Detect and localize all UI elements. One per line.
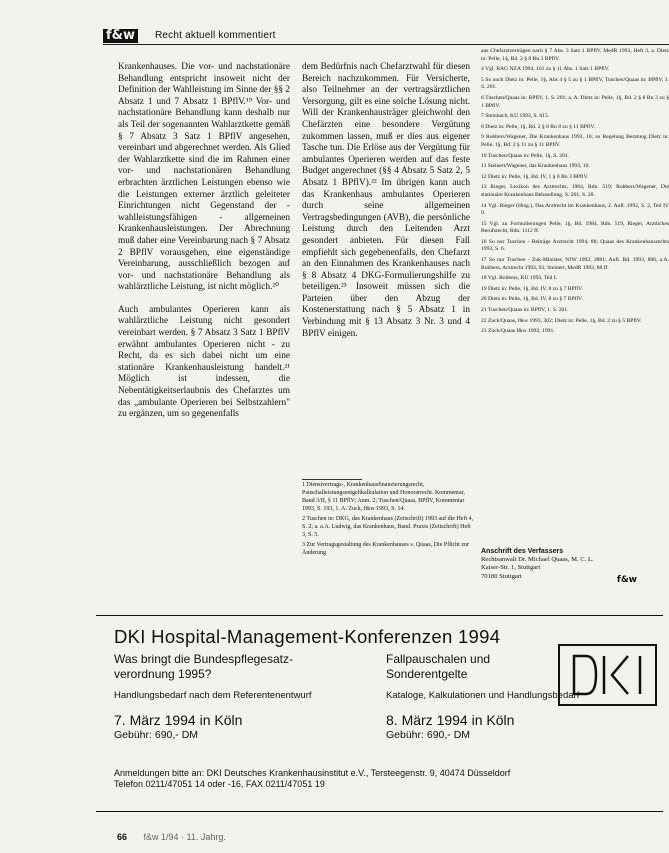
reference: 15 Vgl. zu Formulierungen Pelle, 1§, Bd. 1984, Rdn. 519, Rieger, Arztliches Berufsrecht, Rdn. 1112 ff. [481,220,669,235]
author-line: Rechtsanwalt Dr. Michael Quaas, M. C. L. [481,556,594,564]
dki-logo [558,644,657,706]
footnote: 2 Tuschen in: DKG, das Krankenhaus (Zeitschrift) 1993 auf die Heft 4, S. 2; a. a.A. Ludwig, das Krankenhaus, Band. Praxis (Zeitschrift) Heft 3, S. 5. [302,516,474,538]
paragraph: Krankenhauses. Die vor- und nachstationäre Behandlung entspricht insoweit nicht der Definition der Wahlleistung im Sinne der §§ 2 Absatz 1 und 7 Absatz 1 BPflV.¹⁹ Vor- und nachstationäre Behandlung kann deshalb nur als Teil der sogenannten Wahlarztkette gemäß § 7 Absatz 3 Satz 1 BPflV angesehen, vereinbart und abgerechnet werden. Als Glied der Wahlarztkette sind die im Rahmen einer vor- und nachstationären Behandlung erbrachten ärztlichen Leistungen ebenso wie die Leistungen externer ärztlich geleiteter Einrichtungen nicht Gegenstand der - wahlleistungsfähigen - allgemeinen Krankenhausleistungen. Der Abrechnung muß daher eine Vereinbarung nach § 7 Absatz 2 BPflV vorausgehen, eine eigenständige Vereinbarung, ausschließlich bezogen auf vor- und nachstationäre Behandlung als wahlärztliche Leistung, ist nicht möglich.²⁰ [118,62,290,293]
author-line: 70180 Stuttgart [481,572,522,580]
event-subtitle: Handlungsbedarf nach dem Referentenentwurf [114,690,312,701]
ad-contact [114,768,634,790]
issue-note: f&w 1/94 · 11. Jahrg. [143,832,226,842]
reference: 9 Robbers/Wagener, Die Krankenhaus 1993, 10; so Regelung Beratung Dietz in: Pelle, 1§, Bd. 2 § 11 zu § 11 BPflV. [481,134,669,148]
event-fee: Gebühr: 690,- DM [114,729,199,741]
reference: 8 Dietz in: Pelle, 1§, Bd. 2 § 8 Rn 8 zu § 11 BPflV. [481,123,596,130]
reference: 13 Rieger, Lexikon des Arztrechts, 1984, Rdn. 519; Robbers/Wagener, Die stationäre Krankenhaus Behandlung, S. 201, S. 20. [481,184,669,198]
footnotes [302,481,474,557]
event-fee: Gebühr: 690,- DM [386,729,471,741]
author-line: Kaiser-Str. 1, Stuttgart [481,564,541,572]
reference: 5 So auch Dietz in: Pelle, 1§, Abs 4 § 5 zu § 1 BPflV, Tuschen/Quaas in: BPflV, 1. S. 201. [481,76,669,91]
reference: 12 Dietz in: Pelle, 1§, Bd. IV, 1 § 8 Rn 3 BPflV. [481,173,589,180]
reference: 17 So nur Tuschen - Zuk-Minister, NJW 1992, 2881; Aufl. Bd. 1993, 886, a.A. Robbers, Arztrecht 1993, 93; Steinert, MedR 1993, 88 ff. [481,257,669,271]
reference: 20 Dietz in: Pelle, 1§, Bd. IV, 8 zu § 7 BPflV. [481,296,583,303]
author-heading: Anschrift des Verfassers [481,548,564,555]
event-question: Was bringt die Bundespflegesatz- [114,652,293,666]
page-header [103,29,669,43]
dki-logo-graphic [560,646,655,704]
reference: 11 Steinert/Wagener, das Krankenhaus 1993, 10. [481,163,590,170]
reference: 23 Zuck/Quaas f&w 1992, 1991. [481,328,555,335]
reference: aus Chefarztverträgen nach § 7 Abs. 3 Satz 1 BPflV, MedR 1993, Heft 3, a. Dietz in: Pelle, 1§, Bd. 2 § 8 Rn 3 BPflV. [481,48,669,62]
footnote: 1 Dienstvertrags-, Krankenhausfinanzierungsrecht, Pauschalleistungsentgeltkalkulation und Honorarrecht. Kommentar, Band 3/II, § 11 BPflV; Anm. 2; Tuschen/Quaas, BPflV, Kommentar 1993, S. 193, 1. A. Zuck, f&w 1993, S. 14. [302,482,465,512]
event-question: Sonderentgelte [386,667,468,681]
reference: 4 Vgl. BAG NZA 1994, 161 zu § 11 Abs. 1 Satz 1 BPflV. [481,66,610,73]
contact-address: Anmeldungen bitte an: DKI Deutsches Krankenhausinstitut e.V., Tersteegenstr. 9, 40474 Düsseldorf [114,768,511,778]
page-footer [117,832,226,842]
references-column [481,48,669,339]
reference: 10 Tuschen/Quaas in: Pelle, 1§, S. 201. [481,152,569,159]
ad-title: DKI Hospital-Management-Konferenzen 1994 [114,626,501,647]
page-number: 66 [117,832,128,842]
reference: 22 Zuck/Quaas, f&w 1993, 302; Dietz in: Pelle, 1§, Bd. 2 zu § 5 BPflV. [481,317,642,324]
conference-advertisement [96,615,663,812]
reference: 21 Tuschen/Quaas in: BPflV, 1. S. 201. [481,307,569,314]
section-title: Recht aktuell kommentiert [155,30,276,41]
reference: 19 Dietz in: Pelle, 1§, Bd. IV, 8 zu § 7 BPflV. [481,285,583,292]
reference: 18 Vgl. Robbers, KU 1993, Teil I. [481,275,558,282]
reference: 7 Steinbach, KU 1993, S. 815. [481,113,550,120]
footnote-rule [302,479,362,480]
paragraph: Auch ambulantes Operieren kann als wahlärztliche Leistung nicht gesondert vereinbart werden. § 7 Absatz 3 Satz 1 BPflV erwähnt ambulantes Operieren nicht - zu Recht, da es sich dabei nicht um eine stationäre Krankenhausleistung handelt.²¹ Möglich ist indessen, die Nebentätigkeitserlaubnis des Chefarztes um das „ambulante Operieren bei Selbstzahlern" zu ergänzen, um so gegenenfalls [118,304,290,420]
header-rule [103,44,669,45]
author-box [481,548,669,585]
reference: 14 Vgl. Rieger (Hrsg.), Das Arztrecht im Krankenhaus, 2. Aufl. 1992, S. 2, Teil IV 9. [481,202,669,217]
column-2 [302,62,470,340]
magazine-logo: f&w [103,29,138,43]
event-question: verordnung 1995? [114,667,212,681]
reference: 6 Tuschen/Quaas in: BPflV, 1. S. 201; a. A. Dietz in: Pelle, 1§, Bd. 2 § 8 Rn 3 zu § 1 BPflV. [481,94,669,109]
event-date: 7. März 1994 in Köln [114,712,243,728]
event-date: 8. März 1994 in Köln [386,712,515,728]
paragraph: dem Bedürfnis nach Chefarztwahl für diesen Bereich nachzukommen. Für Versicherte, also Teilnehmer an der vertragsärztlichen Versorgung, gilt es eine solche Lösung nicht. Will der Krankenhausträger gleichwohl den Chefärzten eine besondere Vergütung zukommen lassen, muß er dies aus eigener Tasche tun. Die Erlöse aus der Vergütung für ambulantes Operieren werden auf das feste Budget angerechnet (§§ 4 Absatz 5 Satz 2, 5 Absatz 1 BPflV).²² Im übrigen kann auch das Krankenhaus ambulantes Operieren durch seine allgemeinen Vertragsbedingungen (AVB), die persönliche Leistung durch den Leitenden Arzt gesondert anbieten. Für diesen Fall empfiehlt sich gegebenenfalls, den Chefarzt an den Einnahmen des Krankenhauses nach § 8 Absatz 4 DKG-Formulierungshilfe zu beteiligen.²³ Insoweit müssen sich die Parteien über den Abzug der Kostenerstattung nach § 5 Absatz 1 in Verbindung mit § 13 Absatz 3 Nr. 3 und 4 BPflV einigen. [302,62,470,339]
event-question: Fallpauschalen und [386,652,491,666]
event-subtitle: Kataloge, Kalkulationen und Handlungsbedarf [386,690,580,701]
contact-phone: Telefon 0211/47051 14 oder -16, FAX 0211/47051 19 [114,779,325,789]
column-1 [118,62,290,421]
end-mark: f&w [616,574,637,585]
ad-event-left [114,652,384,743]
reference: 16 So nur Tuschen - Beiträge Arztrecht 1994, 88; Quaas des Krankenhausrechts 1993, S. 6. [481,238,669,253]
footnote: 3 Zur Vertragsgestaltung des Krankenhauses s. Quaas, Die Pflicht zur Änderung [302,542,470,556]
